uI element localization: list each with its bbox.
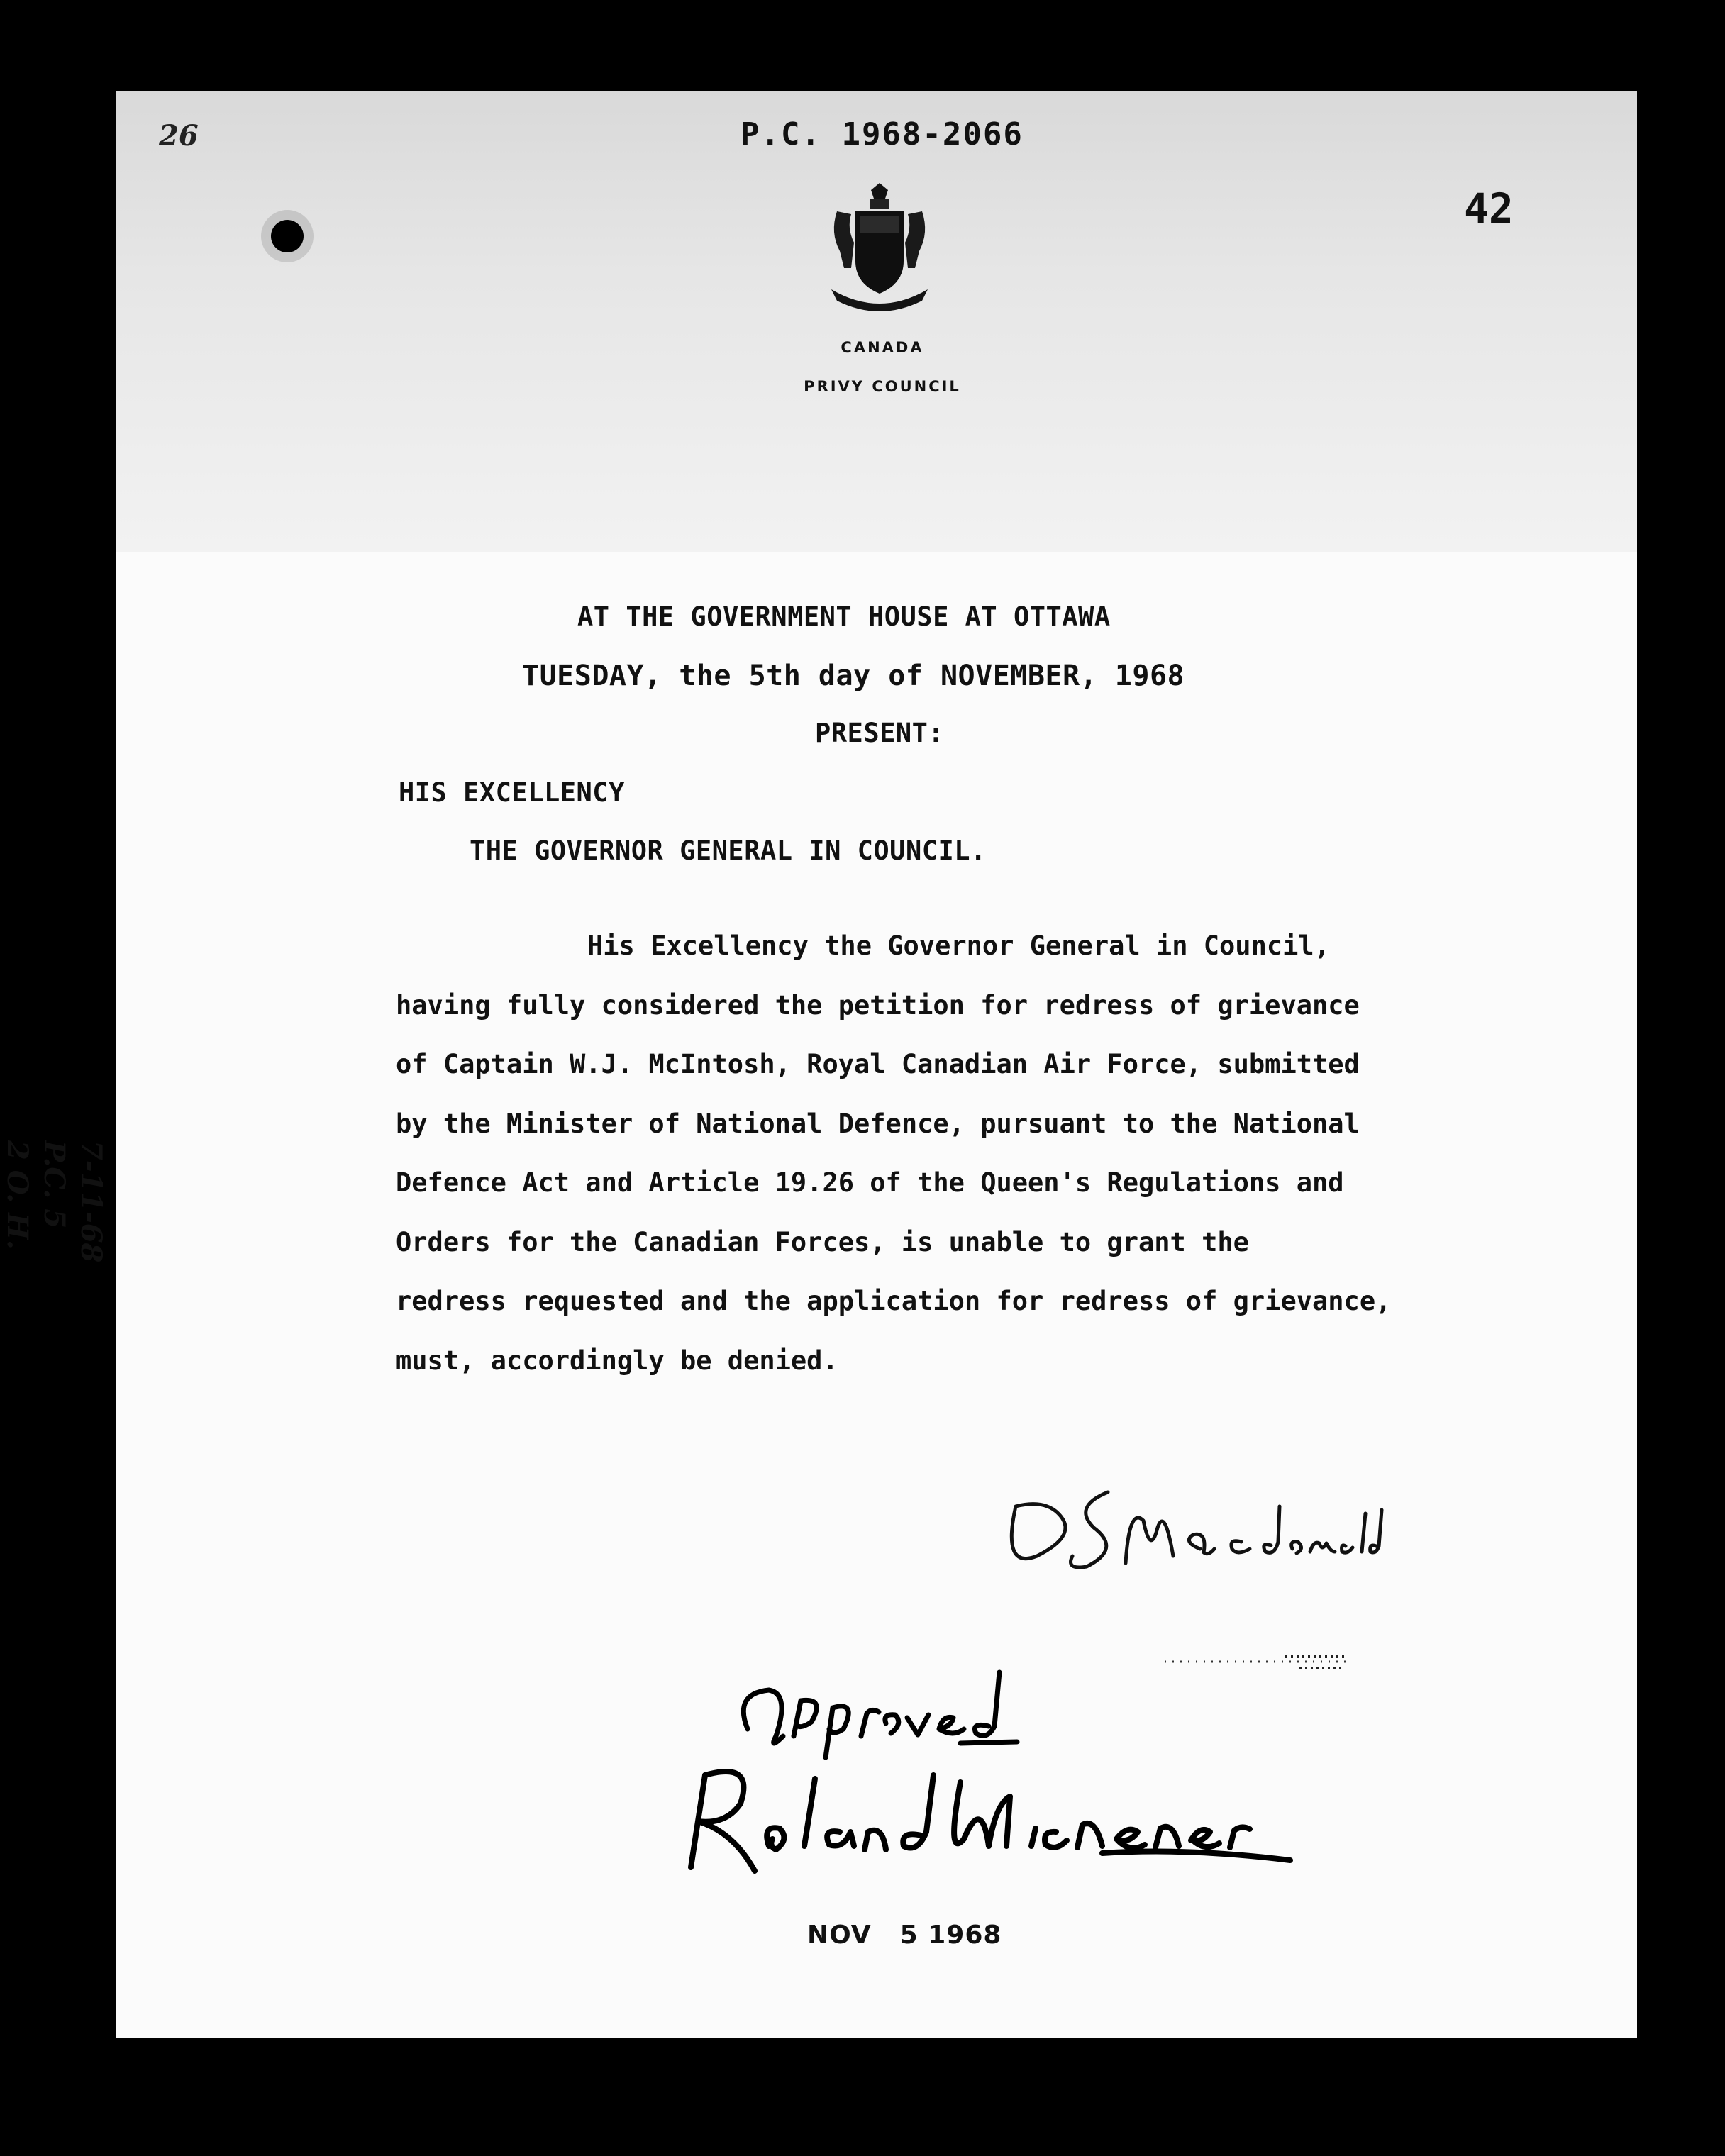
body-line: His Excellency the Governor General in Council, <box>587 930 1330 961</box>
margin-annotation-line: 2 O. H. <box>1 1140 34 1250</box>
header-band <box>116 91 1637 552</box>
council-line: THE GOVERNOR GENERAL IN COUNCIL. <box>470 835 987 866</box>
crest-caption-office: PRIVY COUNCIL <box>804 378 961 395</box>
body-line: Defence Act and Article 19.26 of the Queen's Regulations and <box>396 1167 1344 1198</box>
crest-caption-country: CANADA <box>841 339 924 356</box>
punch-hole <box>271 220 304 252</box>
stamp-day-year: 5 1968 <box>899 1921 1002 1950</box>
place-line: AT THE GOVERNMENT HOUSE AT OTTAWA <box>577 601 1111 632</box>
margin-annotation-line: P.C. 5 <box>38 1140 71 1229</box>
governor-general-signature <box>648 1754 1301 1889</box>
margin-annotation-line: 7-11-68 <box>74 1140 108 1263</box>
order-in-council-number: P.C. 1968-2066 <box>741 116 1024 152</box>
body-line: of Captain W.J. McIntosh, Royal Canadian Air Force, submitted <box>396 1049 1360 1079</box>
body-line: Orders for the Canadian Forces, is unable to grant the <box>396 1226 1249 1257</box>
page-number: 42 <box>1464 184 1514 233</box>
corner-note: 26 <box>159 119 199 152</box>
present-line: PRESENT: <box>815 718 945 748</box>
document-page <box>1 91 1637 2038</box>
date-line: TUESDAY, the 5th day of NOVEMBER, 1968 <box>522 660 1185 692</box>
stamp-month: NOV <box>807 1921 872 1950</box>
order-body <box>396 916 1616 1390</box>
body-line: must, accordingly be denied. <box>396 1345 838 1376</box>
clerk-signature <box>987 1478 1385 1577</box>
body-line: having fully considered the petition for redress of grievance <box>396 989 1360 1021</box>
body-line: redress requested and the application for redress of grievance, <box>396 1286 1392 1316</box>
dotted-marks <box>1165 1651 1349 1672</box>
approval-handwriting <box>726 1658 1024 1765</box>
coat-of-arms-icon <box>823 183 936 318</box>
body-line: by the Minister of National Defence, pursuant to the National <box>396 1108 1360 1139</box>
date-stamp <box>807 1921 1002 1950</box>
excellency-line: HIS EXCELLENCY <box>399 777 625 808</box>
margin-annotation <box>0 1140 109 1262</box>
